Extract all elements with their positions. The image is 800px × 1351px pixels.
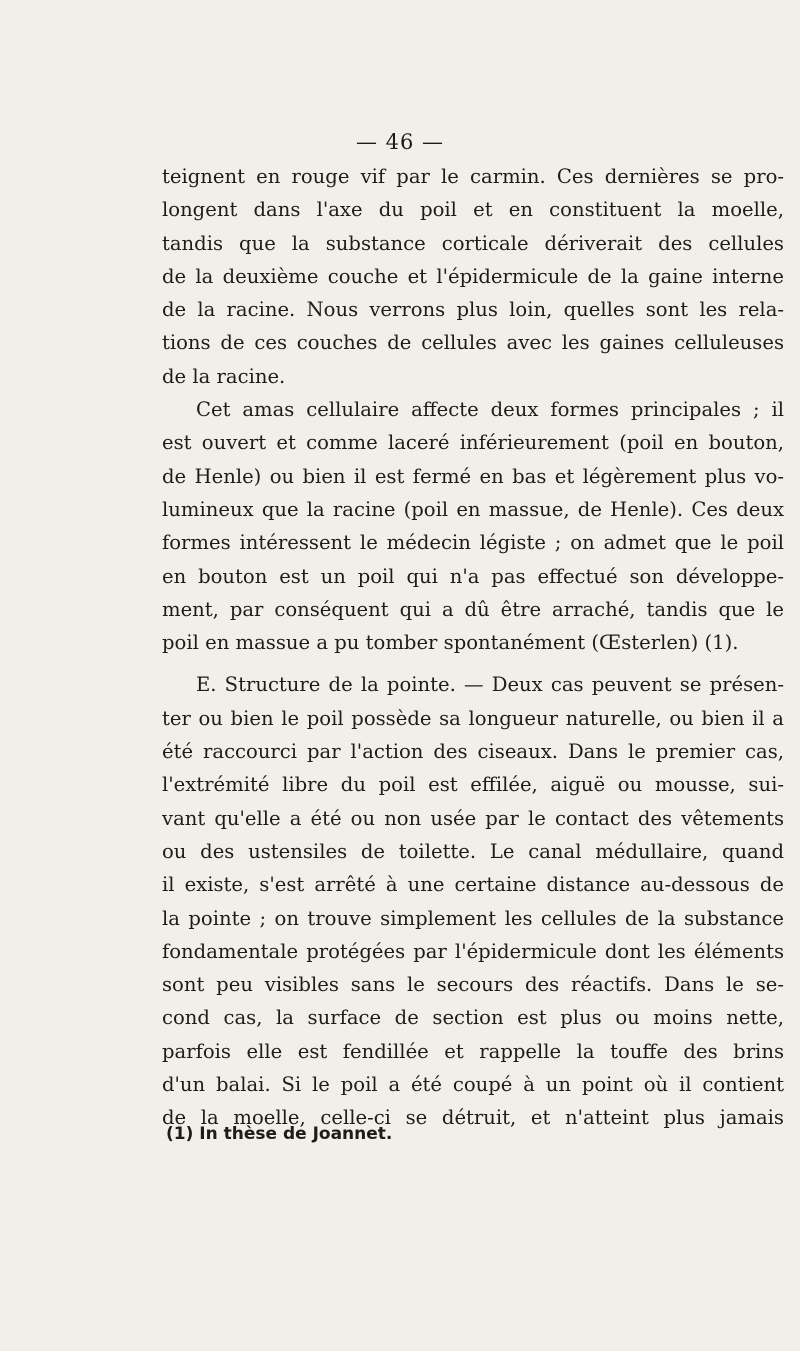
text-line: de la deuxième couche et l'épidermicule de la gaine interne bbox=[162, 264, 784, 288]
text-line: vant qu'elle a été ou non usée par le contact des vêtements bbox=[162, 806, 784, 830]
text-line: ment, par conséquent qui a dû être arraché, tandis que le bbox=[162, 597, 784, 621]
text-line: ter ou bien le poil possède sa longueur naturelle, ou bien il a bbox=[162, 706, 784, 730]
page-number: — 46 — bbox=[355, 130, 445, 154]
body-text bbox=[162, 160, 784, 1135]
text-line: cond cas, la surface de section est plus ou moins nette, bbox=[162, 1006, 784, 1030]
text-line: Cet amas cellulaire affecte deux formes principales ; il bbox=[196, 398, 784, 422]
text-line: en bouton est un poil qui n'a pas effectué son développe- bbox=[162, 564, 784, 588]
text-line: de Henle) ou bien il est fermé en bas et légèrement plus vo- bbox=[162, 464, 784, 488]
text-line: de la racine. Nous verrons plus loin, quelles sont les rela- bbox=[162, 298, 784, 322]
text-line: tions de ces couches de cellules avec les gaines celluleuses bbox=[162, 331, 784, 355]
text-line: tandis que la substance corticale dériverait des cellules bbox=[162, 231, 784, 255]
text-line: longent dans l'axe du poil et en constituent la moelle, bbox=[162, 198, 784, 222]
text-line: fondamentale protégées par l'épidermicule dont les éléments bbox=[162, 939, 784, 963]
text-line: sont peu visibles sans le secours des réactifs. Dans le se- bbox=[162, 973, 784, 997]
text-line: l'extrémité libre du poil est effilée, aiguë ou mousse, sui- bbox=[162, 773, 784, 797]
text-line: de la moelle, celle-ci se détruit, et n'atteint plus jamais bbox=[162, 1106, 784, 1130]
text-line: E. Structure de la pointe. — Deux cas peuvent se présen- bbox=[196, 673, 784, 697]
text-line: lumineux que la racine (poil en massue, de Henle). Ces deux bbox=[162, 497, 784, 521]
text-line: de la racine. bbox=[162, 364, 286, 388]
text-line: été raccourci par l'action des ciseaux. Dans le premier cas, bbox=[162, 740, 784, 764]
text-line: poil en massue a pu tomber spontanément (Œsterlen) (1). bbox=[162, 631, 739, 655]
text-line: la pointe ; on trouve simplement les cellules de la substance bbox=[162, 906, 784, 930]
text-line: d'un balai. Si le poil a été coupé à un point où il contient bbox=[162, 1073, 784, 1097]
footnote: (1) In thèse de Joannet. bbox=[166, 1124, 393, 1144]
text-line: formes intéressent le médecin légiste ; on admet que le poil bbox=[162, 531, 784, 555]
text-line: ou des ustensiles de toilette. Le canal médullaire, quand bbox=[162, 839, 784, 863]
text-line: il existe, s'est arrêté à une certaine distance au-dessous de bbox=[162, 873, 784, 897]
text-line: parfois elle est fendillée et rappelle la touffe des brins bbox=[162, 1039, 784, 1063]
text-line: est ouvert et comme laceré inférieurement (poil en bouton, bbox=[162, 431, 784, 455]
text-line: teignent en rouge vif par le carmin. Ces dernières se pro- bbox=[162, 165, 784, 188]
